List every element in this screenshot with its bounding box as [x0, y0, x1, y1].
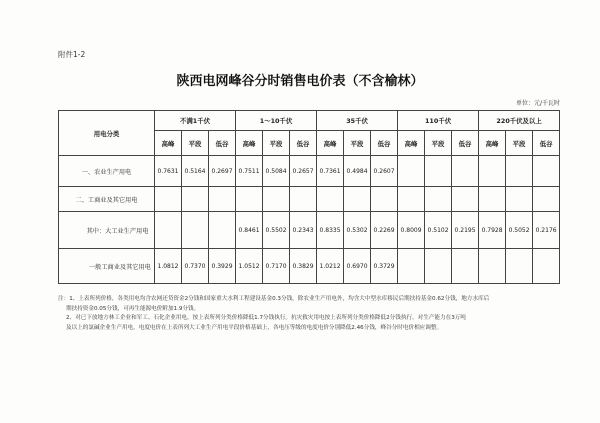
- voltage-header: 1～10千伏: [236, 111, 317, 131]
- price-cell: [209, 212, 236, 249]
- price-cell: 0.2697: [209, 156, 236, 187]
- voltage-header: 不满1千伏: [155, 111, 236, 131]
- voltage-header-row: [59, 111, 560, 131]
- period-header: 高峰: [317, 131, 344, 156]
- period-header: 低谷: [209, 131, 236, 156]
- price-cell: [533, 187, 560, 212]
- price-cell: [344, 187, 371, 212]
- period-header: 平段: [506, 131, 533, 156]
- price-cell: [182, 187, 209, 212]
- price-cell: [182, 212, 209, 249]
- price-cell: 1.0212: [317, 249, 344, 284]
- period-header: 平段: [425, 131, 452, 156]
- price-cell: [533, 156, 560, 187]
- price-cell: 0.7170: [263, 249, 290, 284]
- row-label: 其中：大工业生产用电: [59, 212, 155, 249]
- price-cell: 0.3729: [371, 249, 398, 284]
- price-cell: 0.4984: [344, 156, 371, 187]
- price-cell: [452, 249, 479, 284]
- price-cell: [263, 187, 290, 212]
- price-cell: [506, 249, 533, 284]
- row-label: 二、工商业及其它用电: [59, 187, 155, 212]
- price-cell: [398, 187, 425, 212]
- notes: [58, 295, 560, 333]
- price-cell: [425, 156, 452, 187]
- price-cell: 0.5164: [182, 156, 209, 187]
- price-cell: [209, 187, 236, 212]
- price-cell: [452, 156, 479, 187]
- price-cell: [425, 249, 452, 284]
- price-cell: 0.2607: [371, 156, 398, 187]
- table-row: [59, 249, 560, 284]
- document-title: 陕西电网峰谷分时销售电价表（不含榆林）: [176, 74, 424, 89]
- price-cell: [290, 187, 317, 212]
- period-header: 平段: [263, 131, 290, 156]
- voltage-header: 35千伏: [317, 111, 398, 131]
- price-cell: [371, 187, 398, 212]
- row-label: 一般工商业及其它用电: [59, 249, 155, 284]
- price-cell: 0.7928: [479, 212, 506, 249]
- price-cell: 0.8461: [236, 212, 263, 249]
- price-cell: 0.3929: [209, 249, 236, 284]
- price-cell: 0.8009: [398, 212, 425, 249]
- price-cell: 0.7511: [236, 156, 263, 187]
- row-label: 一、农业生产用电: [59, 156, 155, 187]
- price-cell: [479, 187, 506, 212]
- price-cell: [479, 156, 506, 187]
- price-cell: 0.7631: [155, 156, 182, 187]
- table-row: [59, 212, 560, 249]
- attachment-label: 附件1-2: [58, 50, 86, 59]
- period-header: 高峰: [479, 131, 506, 156]
- price-cell: 0.5302: [344, 212, 371, 249]
- unit-label: 单位：元/千瓦时: [515, 100, 560, 107]
- price-cell: 0.6970: [344, 249, 371, 284]
- price-cell: 0.5084: [263, 156, 290, 187]
- period-header: 低谷: [371, 131, 398, 156]
- period-header: 高峰: [398, 131, 425, 156]
- price-cell: 0.7370: [182, 249, 209, 284]
- price-cell: 1.0512: [236, 249, 263, 284]
- price-cell: [506, 156, 533, 187]
- price-cell: 0.7361: [317, 156, 344, 187]
- category-header: 用电分类: [59, 111, 155, 156]
- price-cell: 0.2343: [290, 212, 317, 249]
- table-row: [59, 187, 560, 212]
- price-cell: [155, 187, 182, 212]
- period-header: 低谷: [452, 131, 479, 156]
- period-header: 平段: [344, 131, 371, 156]
- price-cell: [398, 249, 425, 284]
- voltage-header: 110千伏: [398, 111, 479, 131]
- note-line: 注：1、上表所列价格，各类用电均含农网还贷资金2分钱和国家重大水利工程建设基金0.3分钱，除农业生产用电外，均含大中型水库移民后期扶持基金0.62分钱，地方水库后: [58, 296, 490, 302]
- period-header: 平段: [182, 131, 209, 156]
- price-cell: 0.3829: [290, 249, 317, 284]
- note-line: 期扶持资金0.05分钱，可再生能源电价附加1.9分钱。: [66, 305, 200, 312]
- price-cell: 0.2657: [290, 156, 317, 187]
- price-cell: [533, 249, 560, 284]
- price-cell: 0.8335: [317, 212, 344, 249]
- price-cell: [398, 156, 425, 187]
- note-line: 2、对已下放地方林工企业和军工、石化企业用电，按上表所列分类价格降低1.7分钱执行。抗灾救灾用电按上表所列分类价格降低2分钱执行。对生产能力在3万吨: [66, 315, 466, 322]
- price-cell: [155, 212, 182, 249]
- period-header: 高峰: [236, 131, 263, 156]
- price-cell: 0.2176: [533, 212, 560, 249]
- price-cell: [506, 187, 533, 212]
- price-cell: 0.5052: [506, 212, 533, 249]
- price-cell: 0.5102: [425, 212, 452, 249]
- price-cell: [479, 249, 506, 284]
- period-header: 高峰: [155, 131, 182, 156]
- table-row: [59, 156, 560, 187]
- price-cell: 0.2195: [452, 212, 479, 249]
- voltage-header: 220千伏及以上: [479, 111, 560, 131]
- period-header: 低谷: [533, 131, 560, 156]
- price-cell: 1.0812: [155, 249, 182, 284]
- price-cell: [236, 187, 263, 212]
- price-cell: [317, 187, 344, 212]
- period-header: 低谷: [290, 131, 317, 156]
- tariff-table: [58, 110, 560, 284]
- price-cell: 0.5502: [263, 212, 290, 249]
- note-line: 及以上的氯碱企业生产用电，电度电价在上表所列大工业生产用电平段价格基础上，各电压等级的电度电价分别降低2.46分钱，峰谷分时电价相应调整。: [66, 324, 443, 331]
- price-cell: 0.2269: [371, 212, 398, 249]
- price-cell: [452, 187, 479, 212]
- price-cell: [425, 187, 452, 212]
